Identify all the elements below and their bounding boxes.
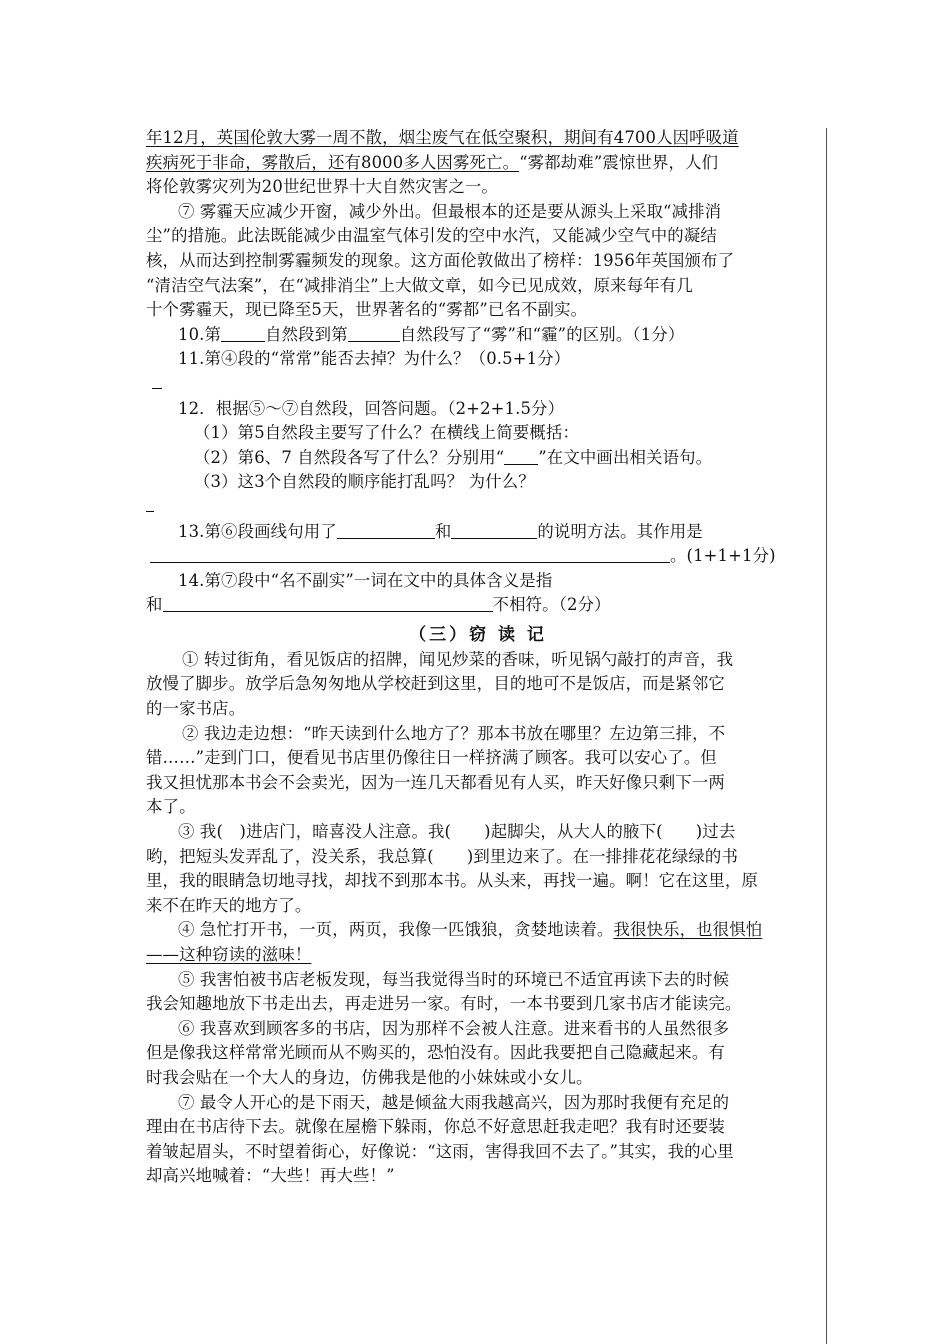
underlined-sentence: ——这种窃读的滋味！ <box>146 945 312 964</box>
essay-line: ② 我边走边想：“昨天读到什么地方了？那本书放在哪里？左边第三排，不 <box>182 723 726 743</box>
essay-line: 着皱起眉头，不时望着街心，好像说：“这雨，害得我回不去了。”其实，我的心里 <box>146 1141 734 1161</box>
essay-line: 的一家书店。 <box>146 699 246 719</box>
q-text: （2）第6、7 自然段各写了什么？分别用“ <box>194 447 505 467</box>
essay-line: ③ 我( )进店门，暗喜没人注意。我( )起脚尖，从大人的腋下( )过去 <box>178 822 736 842</box>
text-span: ④ 急忙打开书，一页，两页，我像一匹饿狼，贪婪地读着。 <box>178 920 614 940</box>
text-line: 核，从而达到控制雾霾频发的现象。这方面伦敦做出了榜样：1956年英国颁布了 <box>146 250 735 270</box>
essay-line: 我会知趣地放下书走出去，再走进另一家。有时，一本书要到几家书店才能读完。 <box>146 994 742 1014</box>
essay-line: ⑦ 最令人开心的是下雨天，越是倾盆大雨我越高兴，因为那时我便有充足的 <box>178 1092 730 1112</box>
q-text: 和 <box>146 595 163 615</box>
q-text: 10.第 <box>178 324 222 344</box>
text-line: “清洁空气法案”，在“减排消尘”上大做文章，如今已见成效，原来每年有几 <box>146 275 693 295</box>
question-12: 12．根据⑤～⑦自然段，回答问题。（2+2+1.5分） <box>178 398 565 418</box>
answer-blank[interactable] <box>337 522 435 539</box>
essay-line: ① 转过街角，看见饭店的招牌，闻见炒菜的香味，听见锅勺敲打的声音，我 <box>182 649 734 669</box>
answer-line[interactable] <box>146 372 810 397</box>
text-line: 年12月，英国伦敦大雾一周不散，烟尘废气在低空聚积，期间有4700人因呼吸道 <box>146 128 739 147</box>
question-14-cont <box>146 593 810 618</box>
q-text: ”在文中画出相关语句。 <box>538 447 713 467</box>
answer-blank[interactable] <box>163 595 493 612</box>
essay-line: 放慢了脚步。放学后急匆匆地从学校赶到这里，目的地可不是饭店，而是紧邻它 <box>146 674 725 694</box>
q-text: 13.第⑥段画线句用了 <box>178 521 337 541</box>
text-span: “雾都劫难”震惊世界，人们 <box>519 152 719 172</box>
question-11: 11.第④段的“常常”能否去掉？为什么？（0.5+1分） <box>178 349 571 369</box>
underlined-sentence: 疾病死于非命，雾散后，还有8000多人因雾死亡。 <box>146 152 520 172</box>
essay-line: 错……”走到门口，便看见书店里仍像往日一样挤满了顾客。我可以安心了。但 <box>146 748 717 768</box>
question-14: 14.第⑦段中“名不副实”一词在文中的具体含义是指 <box>178 570 553 590</box>
exam-page <box>146 126 810 1189</box>
question-12-sub3: （3）这3个自然段的顺序能打乱吗？ 为什么？ <box>194 472 535 492</box>
text-line: 十个雾霾天，现已降至5天，世界著名的“雾都”已名不副实。 <box>146 300 588 320</box>
q-text: 自然段写了“雾”和“霾”的区别。（1分） <box>399 324 685 344</box>
question-12-sub1: （1）第5自然段主要写了什么？在横线上简要概括： <box>194 423 580 443</box>
section-title: （三）窃 读 记 <box>409 624 547 645</box>
essay-line: 时我会贴在一个大人的身边，仿佛我是他的小妹妹或小女儿。 <box>146 1067 593 1087</box>
text-line: 尘”的措施。此法既能减少由温室气体引发的空中水汽，又能减少空气中的凝结 <box>146 226 717 246</box>
answer-blank[interactable] <box>451 522 537 539</box>
essay-line: 理由在书店待下去。就像在屋檐下躲雨，你总不好意思赶我走吧？我有时还要装 <box>146 1117 725 1137</box>
answer-line[interactable] <box>146 495 810 520</box>
underlined-sentence: 我很快乐，也很惧怕 <box>613 920 763 940</box>
essay-line: 来不在昨天的地方了。 <box>146 895 312 915</box>
question-13 <box>146 520 810 545</box>
essay-line: 哟，把短头发弄乱了，没关系，我总算( )到里边来了。在一排排花花绿绿的书 <box>146 846 739 866</box>
question-13-cont <box>146 544 810 569</box>
essay-line: 却高兴地喊着：“大些！再大些！” <box>146 1166 395 1186</box>
text-line <box>146 151 810 176</box>
q-text: 的说明方法。其作用是 <box>537 521 703 541</box>
essay-line: ⑥ 我喜欢到顾客多的书店，因为那样不会被人注意。进来看书的人虽然很多 <box>178 1018 730 1038</box>
essay-line: 但是像我这样常常光顾而从不购买的，恐怕没有。因此我要把自己隐藏起来。有 <box>146 1043 725 1063</box>
essay-line <box>146 918 810 943</box>
answer-blank[interactable] <box>348 325 400 342</box>
text-line: ⑦ 雾霾天应减少开窗，减少外出。但最根本的还是要从源头上采取“减排消 <box>178 201 722 221</box>
text-line: 将伦敦雾灾列为20世纪世界十大自然灾害之一。 <box>146 177 498 197</box>
answer-blank[interactable] <box>221 325 265 342</box>
q-text: 。(1+1+1分) <box>670 546 776 566</box>
underline-sample <box>504 452 538 465</box>
essay-line: 本了。 <box>146 797 196 817</box>
essay-line: 里，我的眼睛急切地寻找，却找不到那本书。从头来，再找一遍。啊！它在这里，原 <box>146 871 759 891</box>
q-text: 和 <box>434 521 452 541</box>
question-12-sub2 <box>146 446 810 471</box>
question-10 <box>146 323 810 348</box>
answer-blank[interactable] <box>150 546 670 563</box>
essay-line: ⑤ 我害怕被书店老板发现，每当我觉得当时的环境已不适宜再读下去的时候 <box>178 969 730 989</box>
q-text: 不相符。（2分） <box>492 595 611 615</box>
essay-line: 我又担忧那本书会不会卖光，因为一连几天都看见有人买，昨天好像只剩下一两 <box>146 772 725 792</box>
margin-rule <box>826 128 827 1344</box>
q-text: 自然段到第 <box>265 324 348 344</box>
